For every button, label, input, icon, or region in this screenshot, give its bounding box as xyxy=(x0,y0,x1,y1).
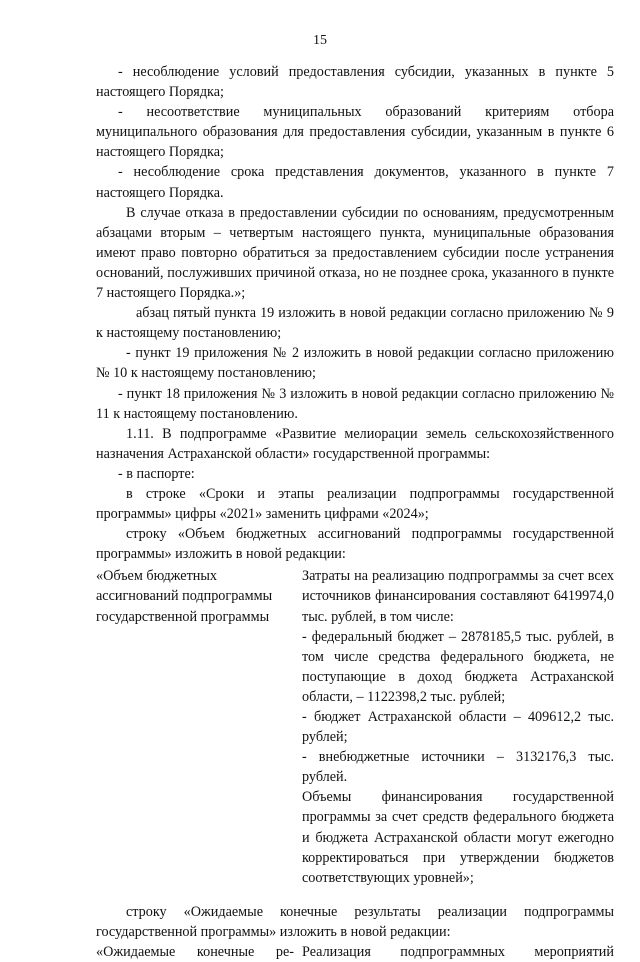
budget-table-line: - бюджет Астраханской области – 409612,2 тыс. рублей; xyxy=(302,709,614,746)
paragraph: В случае отказа в предоставлении субсидии по основаниям, предусмотренным абзацами вторым – четвертым настоящего пункта, муниципальные образования имеют право повторно обратиться за предоставлением субсидии после устранения оснований, послуживших причиной отказа, но не позднее срока, указанного в пункте 7 настоящего Порядка.»; xyxy=(96,204,614,302)
budget-table xyxy=(96,566,614,888)
document-body xyxy=(96,62,614,962)
budget-table-label: «Объем бюджетных ассигнований подпрограммы государственной программы xyxy=(96,568,273,625)
paragraph: строку «Объем бюджетных ассигнований подпрограммы государственной программы» изложить в новой редакции: xyxy=(96,526,614,563)
budget-table-line: - внебюджетные источники – 3132176,3 тыс. рублей. xyxy=(302,749,614,786)
results-table-label: «Ожидаемые конечные ре- xyxy=(96,944,294,961)
paragraph: абзац пятый пункта 19 изложить в новой редакции согласно приложению № 9 к настоящему постановлению; xyxy=(96,305,614,342)
budget-table-line: - федеральный бюджет – 2878185,5 тыс. рублей, в том числе средства федерального бюджета, не поступающие в доход бюджета Астраханской области, – 1122398,2 тыс. рублей; xyxy=(302,628,614,705)
budget-table-content xyxy=(302,566,614,888)
paragraph: - пункт 18 приложения № 3 изложить в новой редакции согласно приложению № 11 к настоящему постановлению. xyxy=(96,385,614,422)
paragraph: в строке «Сроки и этапы реализации подпрограммы государственной программы» цифры «2021» заменить цифрами «2024»; xyxy=(96,485,614,523)
paragraph: - несоответствие муниципальных образований критериям отбора муниципального образования для предоставления субсидии, указанным в пункте 6 настоящего Порядка; xyxy=(96,104,614,161)
paragraph: - пункт 19 приложения № 2 изложить в новой редакции согласно приложению № 10 к настоящему постановлению; xyxy=(96,345,614,382)
paragraph: - несоблюдение срока представления документов, указанного в пункте 7 настоящего Порядка. xyxy=(96,164,614,201)
results-table-content: Реализация подпрограммных мероприятий xyxy=(302,944,614,961)
paragraph: - в паспорте: xyxy=(118,465,195,482)
results-table xyxy=(96,942,614,962)
paragraph: строку «Ожидаемые конечные результаты реализации подпрограммы государственной программы» изложить в новой редакции: xyxy=(96,903,614,940)
paragraph: - несоблюдение условий предоставления субсидии, указанных в пункте 5 настоящего Порядка; xyxy=(96,64,614,101)
budget-table-line: Затраты на реализацию подпрограммы за счет всех источников финансирования составляют 6419974,0 тыс. рублей, в том числе: xyxy=(302,568,614,625)
budget-table-line: Объемы финансирования государственной программы за счет средств федерального бюджета и бюджета Астраханской области могут ежегодно корректироваться при утверждении бюджетов соответствующих уровней»; xyxy=(302,789,614,886)
page-number: 15 xyxy=(313,33,327,48)
paragraph: 1.11. В подпрограмме «Развитие мелиорации земель сельскохозяйственного назначения Астраханской области» государственной программы: xyxy=(96,425,614,462)
